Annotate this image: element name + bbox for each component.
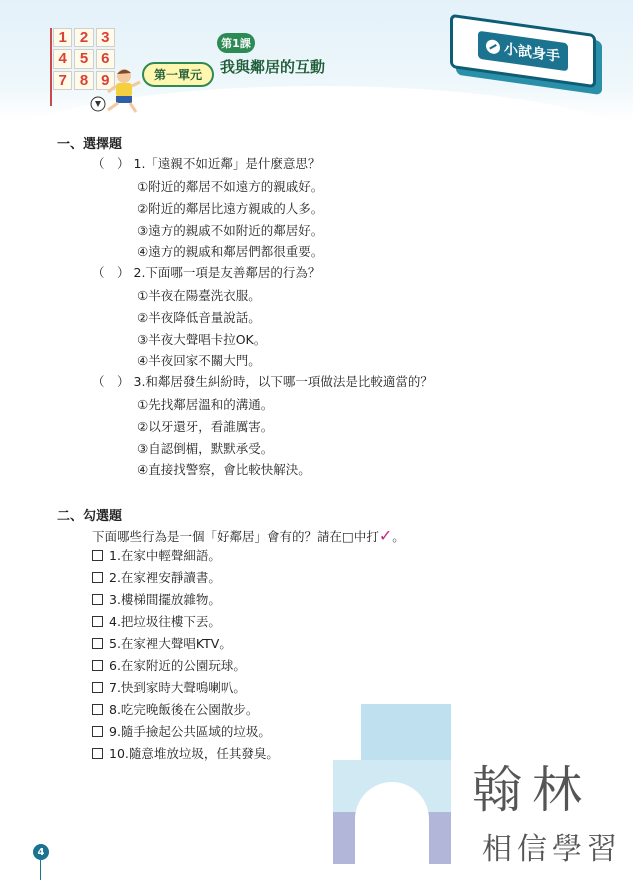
watermark-logo xyxy=(333,704,451,864)
checkbox[interactable] xyxy=(92,726,103,737)
checkbox[interactable] xyxy=(92,594,103,605)
checklist-item[interactable] xyxy=(92,700,258,718)
checklist-item[interactable] xyxy=(92,744,279,762)
checkbox[interactable] xyxy=(92,572,103,583)
option: ④遠方的親戚和鄰居們都很重要。 xyxy=(137,244,324,259)
grid-cell: 5 xyxy=(74,49,93,68)
question-2 xyxy=(92,263,320,281)
section-title: 小試身手 xyxy=(504,41,560,66)
instruction-text: 下面哪些行為是一個「好鄰居」會有的？請在 xyxy=(92,529,343,544)
checklist-item-label: 2.在家裡安靜讀書。 xyxy=(109,570,221,585)
grid-cell: 2 xyxy=(74,28,93,47)
flag-pole xyxy=(50,28,52,106)
checkbox[interactable] xyxy=(92,660,103,671)
checklist-item[interactable] xyxy=(92,546,221,564)
watermark-brand: 翰林 xyxy=(472,761,592,819)
answer-paren[interactable]: （ ） xyxy=(92,374,130,389)
question-text: 1.「遠親不如近鄰」是什麼意思？ xyxy=(133,156,321,171)
checkmark-icon: ✓ xyxy=(378,526,393,545)
checklist-item-label: 9.隨手撿起公共區域的垃圾。 xyxy=(109,724,271,739)
question-1 xyxy=(92,154,320,172)
checklist-item[interactable] xyxy=(92,656,246,674)
checklist-item[interactable] xyxy=(92,612,221,630)
option: ①先找鄰居溫和的溝通。 xyxy=(137,397,274,412)
grid-cell: 6 xyxy=(96,49,115,68)
checklist-item-label: 7.快到家時大聲鳴喇叭。 xyxy=(109,680,246,695)
grid-cell: 1 xyxy=(53,28,72,47)
question-text: 3.和鄰居發生糾紛時，以下哪一項做法是比較適當的？ xyxy=(133,374,433,389)
option: ②半夜降低音量說話。 xyxy=(137,310,261,325)
boy-with-ball-icon xyxy=(88,66,148,114)
checklist-item[interactable] xyxy=(92,678,246,696)
checkbox[interactable] xyxy=(92,616,103,627)
grid-cell: 3 xyxy=(96,28,115,47)
part1-heading: 一、選擇題 xyxy=(57,137,123,152)
checklist-item-label: 5.在家裡大聲唱KTV。 xyxy=(109,636,232,651)
checkbox[interactable] xyxy=(92,550,103,561)
grid-cell: 4 xyxy=(53,49,72,68)
checklist-item-label: 10.隨意堆放垃圾，任其發臭。 xyxy=(109,746,279,761)
checklist-item-label: 4.把垃圾往樓下丟。 xyxy=(109,614,221,629)
answer-paren[interactable]: （ ） xyxy=(92,156,130,171)
instruction-box-glyph: □ xyxy=(342,529,354,544)
checklist-item[interactable] xyxy=(92,634,232,652)
grid-cell: 7 xyxy=(53,71,72,90)
unit-label: 第一單元 xyxy=(142,62,214,87)
checklist-item-label: 1.在家中輕聲細語。 xyxy=(109,548,221,563)
lesson-title: 我與鄰居的互動 xyxy=(220,58,326,76)
instruction-text: 中打 xyxy=(353,529,379,544)
grid-cell: 9 xyxy=(96,71,115,90)
watermark-slogan: 相信學習 xyxy=(482,832,622,867)
instruction-text: 。 xyxy=(392,529,405,544)
option: ③半夜大聲唱卡拉OK。 xyxy=(137,332,267,347)
checkbox[interactable] xyxy=(92,682,103,693)
checklist-item-label: 8.吃完晚飯後在公園散步。 xyxy=(109,702,259,717)
checklist-item-label: 3.樓梯間擺放雜物。 xyxy=(109,592,221,607)
option: ③自認倒楣，默默承受。 xyxy=(137,441,274,456)
checkbox[interactable] xyxy=(92,638,103,649)
option: ④半夜回家不關大門。 xyxy=(137,353,261,368)
grid-cell: 8 xyxy=(74,71,93,90)
question-text: 2.下面哪一項是友善鄰居的行為？ xyxy=(133,265,321,280)
page-number-line xyxy=(40,860,41,880)
part2-instruction xyxy=(92,526,405,545)
checkbox[interactable] xyxy=(92,748,103,759)
checklist-item[interactable] xyxy=(92,722,271,740)
option: ②以牙還牙，看誰厲害。 xyxy=(137,419,274,434)
option: ②附近的鄰居比遠方親戚的人多。 xyxy=(137,201,324,216)
option: ①附近的鄰居不如遠方的親戚好。 xyxy=(137,179,324,194)
option: ④直接找警察，會比較快解決。 xyxy=(137,462,311,477)
question-3 xyxy=(92,372,433,390)
part2-heading: 二、勾選題 xyxy=(57,509,123,524)
pencil-icon xyxy=(486,39,500,55)
answer-paren[interactable]: （ ） xyxy=(92,265,130,280)
checklist-item[interactable] xyxy=(92,590,221,608)
page-number: 4 xyxy=(33,844,49,860)
option: ①半夜在陽臺洗衣服。 xyxy=(137,288,261,303)
option: ③遠方的親戚不如附近的鄰居好。 xyxy=(137,223,324,238)
checklist-item[interactable] xyxy=(92,568,221,586)
checkbox[interactable] xyxy=(92,704,103,715)
checklist-item-label: 6.在家附近的公園玩球。 xyxy=(109,658,246,673)
lesson-badge: 第1課 xyxy=(217,33,255,53)
